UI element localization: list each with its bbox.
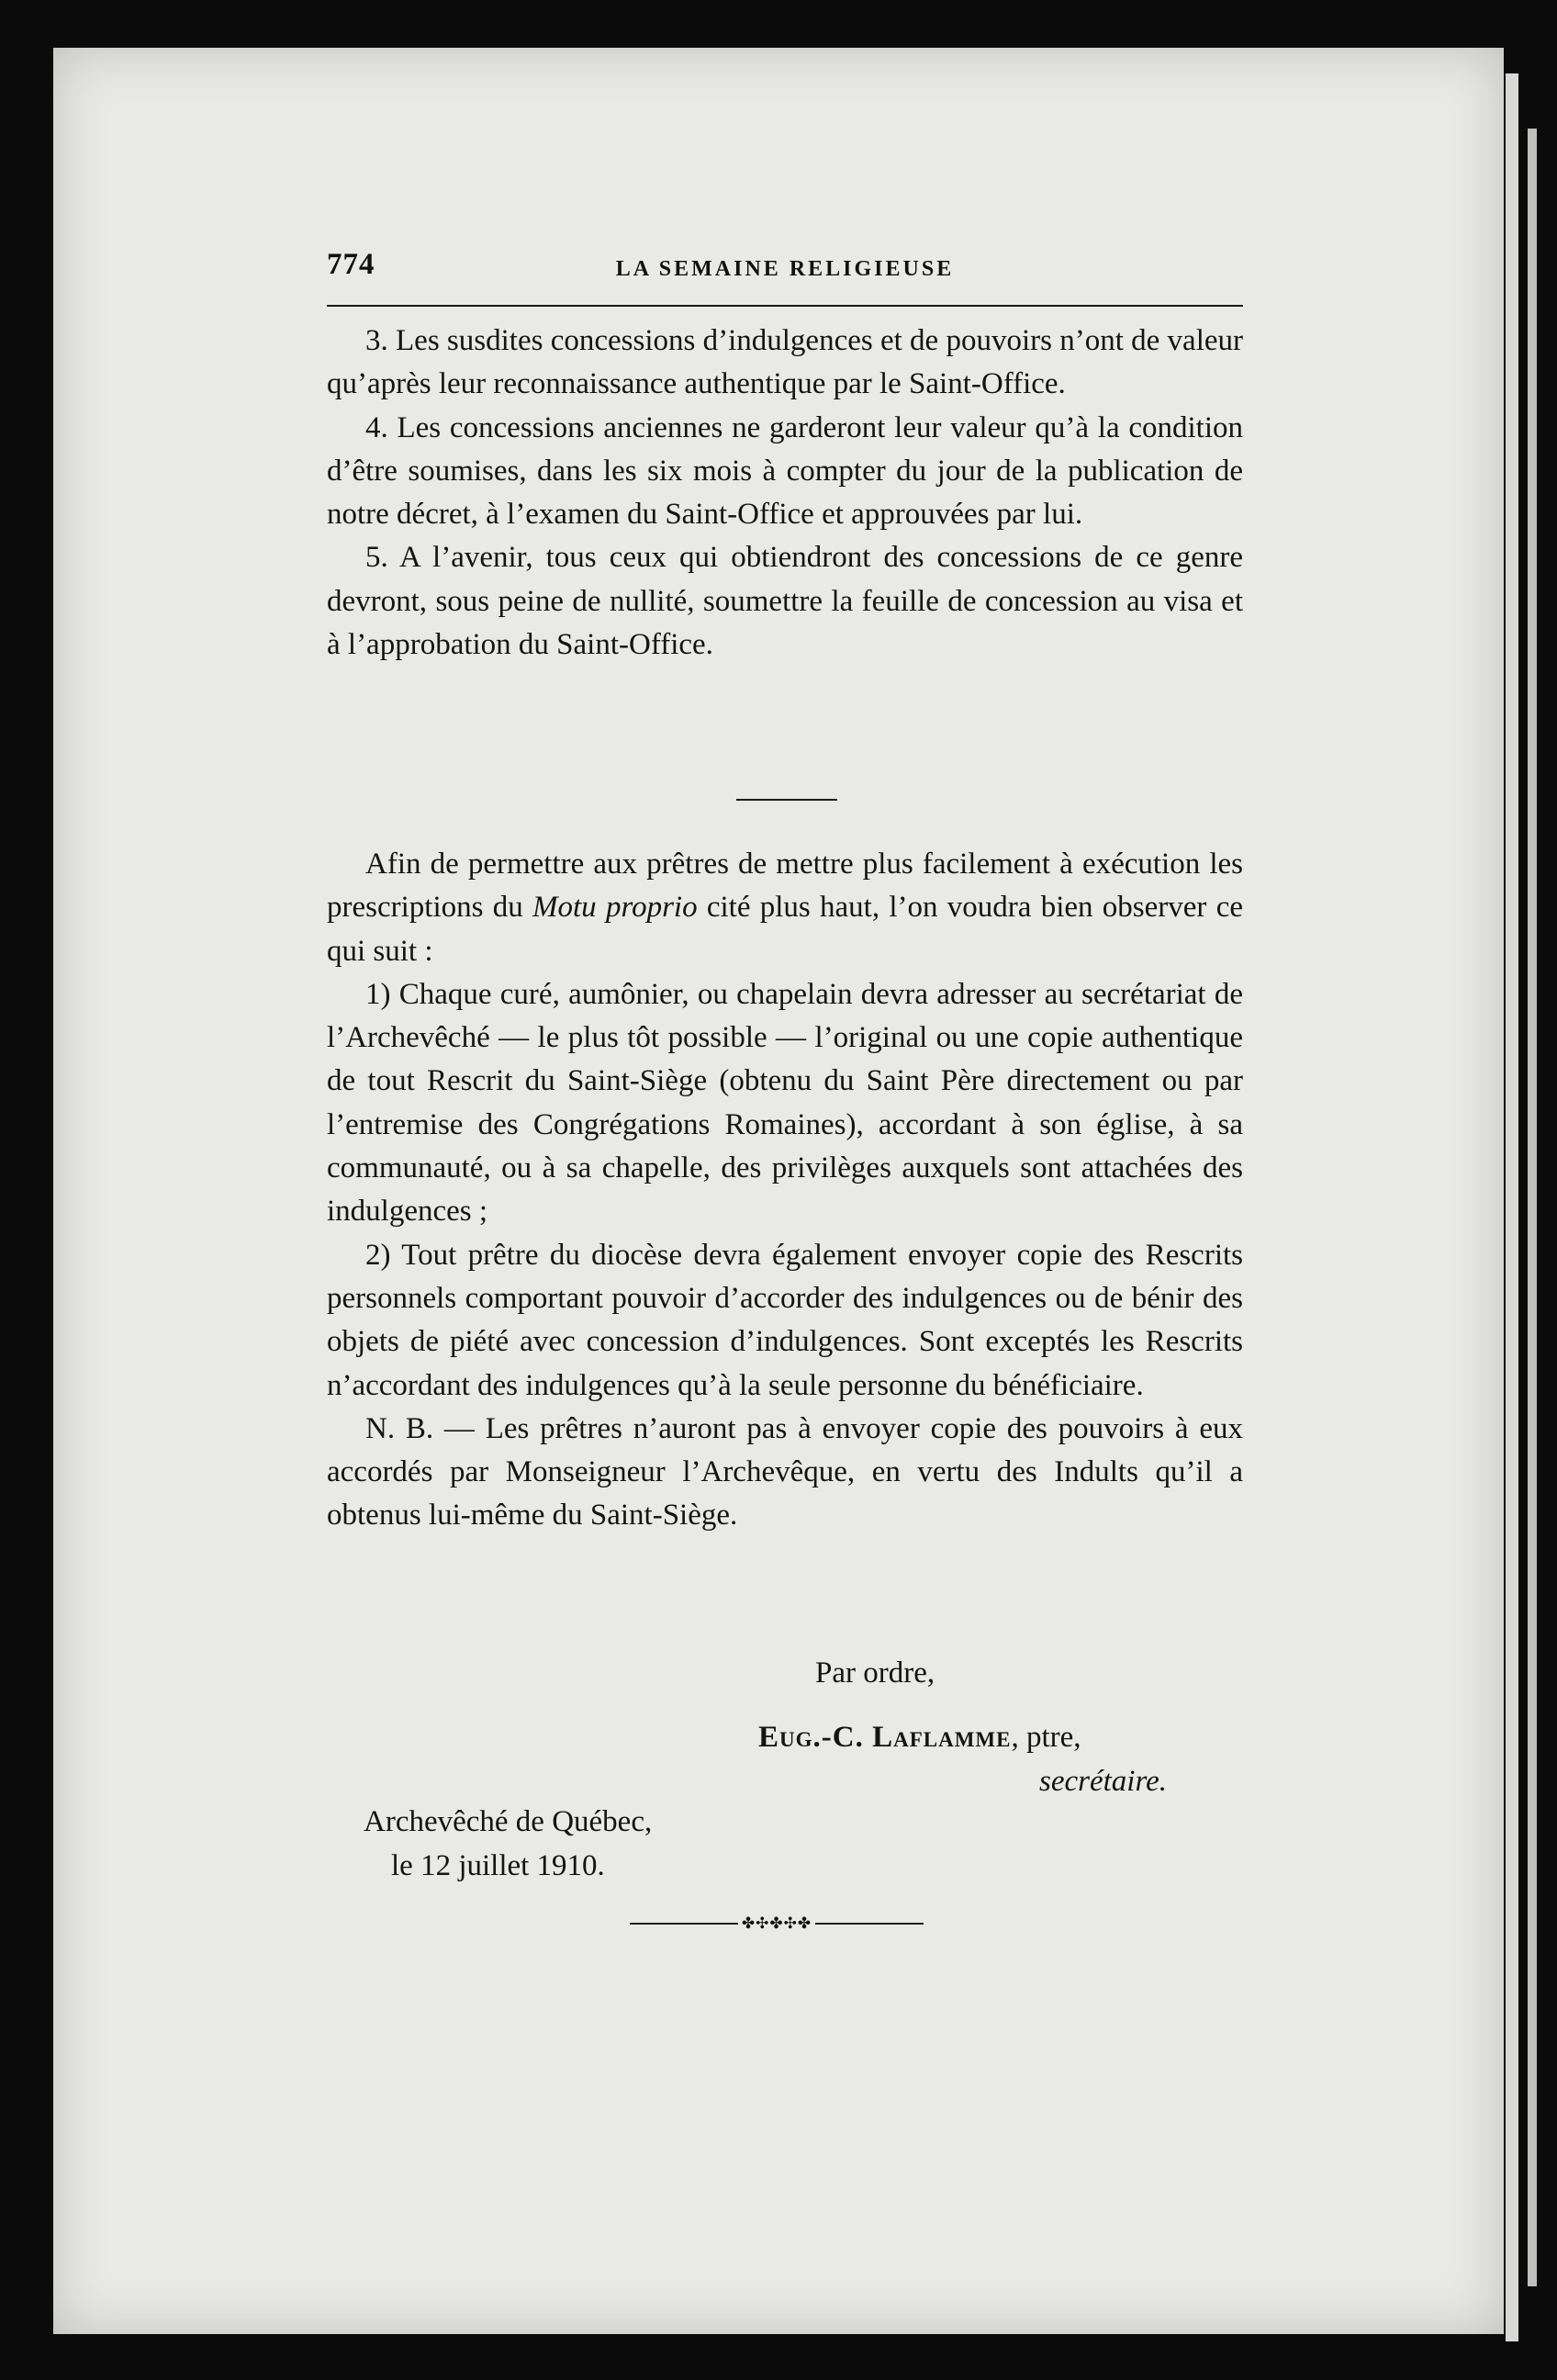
signatory-suffix: , ptre, bbox=[1011, 1721, 1081, 1754]
paragraph-5: 5. A l’avenir, tous ceux qui obtiendront des concessions de ce genre devront, sous peine de nullité, soumettre la feuille de concession au visa et à l’approbation du Saint-Office. bbox=[327, 541, 1243, 662]
end-ornament bbox=[630, 1910, 924, 1937]
page-header bbox=[327, 246, 1243, 307]
running-title: LA SEMAINE RELIGIEUSE bbox=[615, 257, 955, 281]
fleuron-icon: ✤✣✤✣✤ bbox=[741, 1914, 812, 1933]
page-number: 774 bbox=[327, 248, 375, 281]
intro-paragraph bbox=[327, 843, 1243, 973]
ornament-line-right bbox=[815, 1923, 924, 1925]
intro-text-after: cité plus haut, l’on voudra bien observer ce qui suit : bbox=[327, 891, 1243, 968]
date-line: le 12 juillet 1910. bbox=[391, 1849, 605, 1882]
paragraph-3: 3. Les susdites concessions d’indulgences et de pouvoirs n’ont de valeur qu’après leur reconnaissance authentique par le Saint-Office. bbox=[327, 324, 1243, 401]
article-top-section bbox=[327, 320, 1243, 667]
intro-text-before: Afin de permettre aux prêtres de mettre plus facilement à exécution les prescriptions du bbox=[327, 848, 1243, 925]
item-1-paragraph: 1) Chaque curé, aumônier, ou chapelain devra adresser au secrétariat de l’Archevêché — le plus tôt possible — l’original ou une copie authentique de tout Rescrit du Saint-Siège (obtenu du Saint Père directement ou par l’entremise des Congrégations Romaines), accordant à son église, à sa communauté, ou à sa chapelle, des privilèges auxquels sont attachées des indulgences ; bbox=[327, 977, 1243, 1229]
signatory-role: secrétaire. bbox=[1039, 1765, 1167, 1798]
place-date-block bbox=[364, 1800, 652, 1888]
motu-proprio-italic: Motu proprio bbox=[532, 891, 698, 925]
nota-bene-paragraph: N. B. — Les prêtres n’auront pas à envoyer copie des pouvoirs à eux accordés par Monseigneur l’Archevêque, en vertu des Indults qu’il a obtenus lui-même du Saint-Siège. bbox=[327, 1411, 1243, 1532]
section-divider bbox=[736, 799, 837, 801]
adjacent-page-edge-2 bbox=[1528, 129, 1537, 2286]
ornament-line-left bbox=[630, 1923, 738, 1925]
signature-name-line bbox=[758, 1717, 1081, 1757]
item-2-paragraph: 2) Tout prêtre du diocèse devra également envoyer copie des Rescrits personnels comportant pouvoir d’accorder des indulgences ou de bénir des objets de piété avec concession d’indulgences. Sont exceptés les Rescrits n’accordant des indulgences qu’à la seule personne du bénéficiaire. bbox=[327, 1238, 1243, 1402]
adjacent-page-edge bbox=[1506, 73, 1518, 2341]
paragraph-4: 4. Les concessions anciennes ne garderont leur valeur qu’à la condition d’être soumises, dans les six mois à compter du jour de la publication de notre décret, à l’examen du Saint-Office et approuvées par lui. bbox=[327, 410, 1243, 532]
signature-order: Par ordre, bbox=[815, 1656, 935, 1690]
article-bottom-section bbox=[327, 843, 1243, 1538]
signatory-name: Eug.-C. Laflamme bbox=[758, 1721, 1012, 1754]
place-line: Archevêché de Québec, bbox=[364, 1805, 653, 1838]
